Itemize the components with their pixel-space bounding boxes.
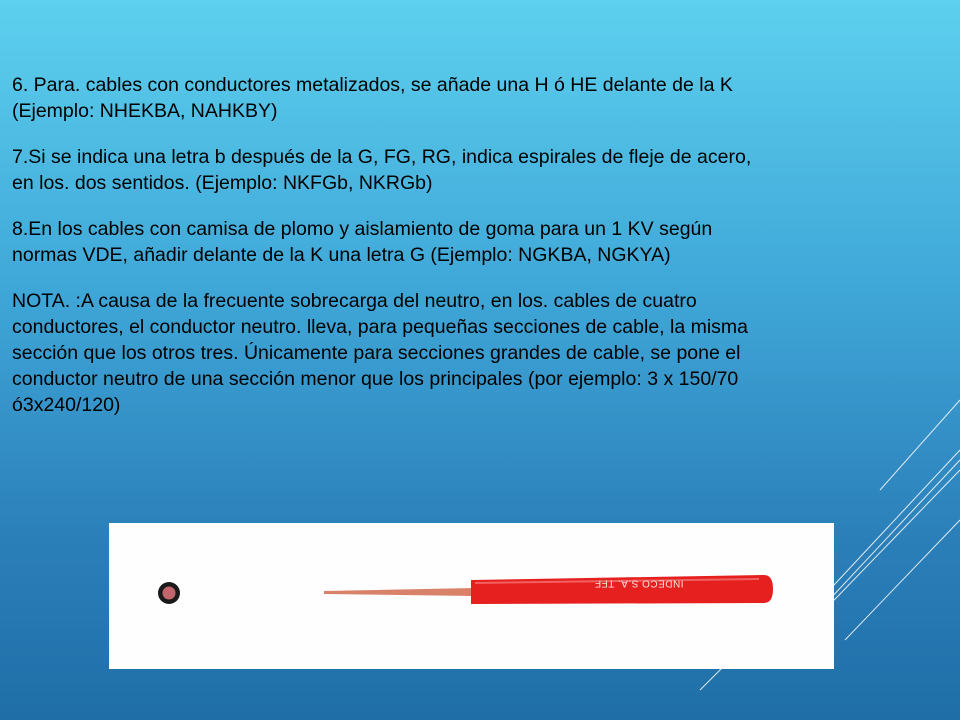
slide-text (12, 72, 932, 438)
paragraph-8: 8.En los cables con camisa de plomo y aislamiento de goma para un 1 KV según normas VDE, añadir delante de la K una letra G (Ejemplo: NGKBA, NGKYA) (12, 218, 713, 266)
paragraph-6: 6. Para. cables con conductores metalizados, se añade una H ó HE delante de la K (Ejemplo: NHEKBA, NAHKBY) (12, 74, 733, 122)
cable-copper-conductor (324, 588, 474, 596)
cable-illustration (109, 523, 834, 669)
paragraph-7: 7.Si se indica una letra b después de la G, FG, RG, indica espirales de fleje de acero, en los. dos sentidos. (Ejemplo: NKFGb, NKRGb) (12, 146, 752, 194)
cable-photo (109, 523, 834, 669)
cable-print-text: INDECO S.A. TFF (594, 577, 684, 589)
paragraph-nota: NOTA. :A causa de la frecuente sobrecarga del neutro, en los. cables de cuatro conductores, el conductor neutro. lleva, para pequeñas secciones de cable, la misma sección que los otros tres. Únicamente para secciones grandes de cable, se pone el conductor neutro de una sección menor que los principales (por ejemplo: 3 x 150/70 ó3x240/120) (12, 290, 749, 416)
cable-cross-section-inner (163, 587, 176, 600)
